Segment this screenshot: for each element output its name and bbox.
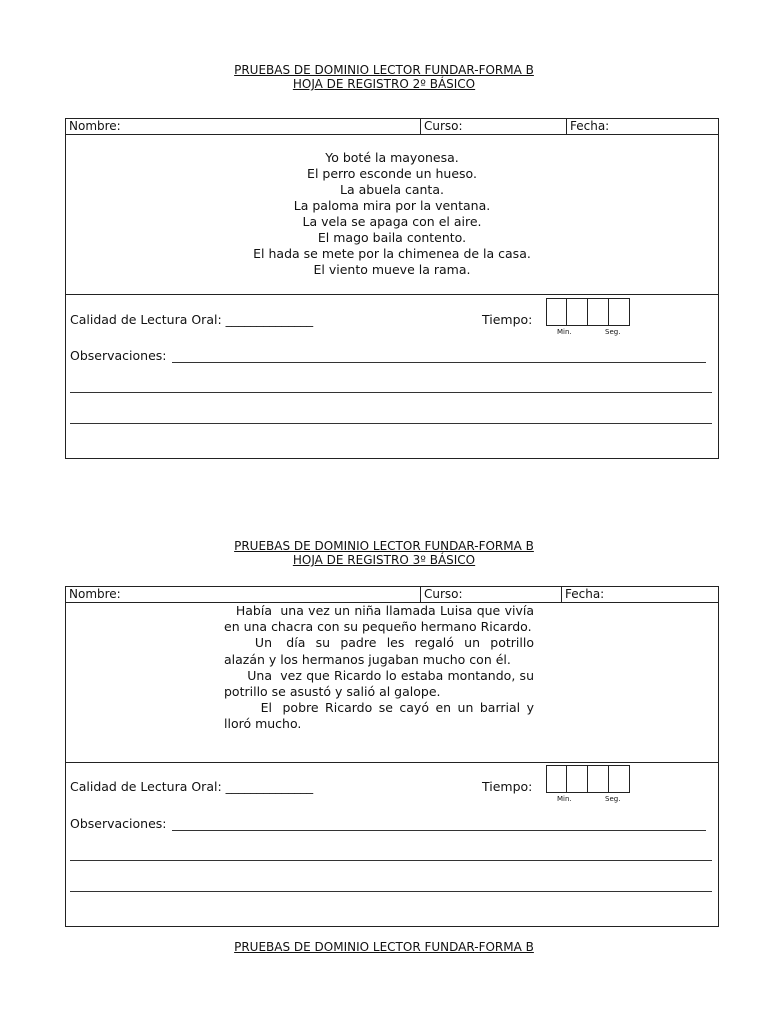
curso-field[interactable]: Curso:: [420, 119, 566, 134]
reading-sentence: El hada se mete por la chimenea de la casa.: [253, 246, 531, 261]
footer-title: [0, 940, 768, 954]
observaciones-label: Observaciones:: [70, 816, 167, 831]
story-paragraph-indent-word: El: [260, 700, 272, 716]
form-b3-header-row: [66, 587, 718, 603]
story-paragraph: [224, 603, 534, 635]
observaciones-line-1[interactable]: [172, 362, 706, 363]
form-b2-title-line1: PRUEBAS DE DOMINIO LECTOR FUNDAR-FORMA B: [234, 63, 534, 77]
seconds-box-2[interactable]: [609, 765, 630, 793]
form-b2-evaluation: [66, 295, 718, 459]
form-b3-title: [0, 539, 768, 567]
reading-sentence: La vela se apaga con el aire.: [302, 214, 482, 229]
fecha-field[interactable]: Fecha:: [566, 119, 718, 134]
story-paragraph-indent-word: Un: [254, 635, 272, 651]
seg-label: Seg.: [605, 795, 621, 803]
observaciones-line-3[interactable]: [70, 423, 712, 424]
story-paragraph-text: día su padre les regaló un potrillo alazán y los hermanos jugaban mucho con él.: [224, 635, 534, 667]
story-paragraph-indent-word: Había: [235, 603, 272, 618]
reading-sentence: La abuela canta.: [340, 182, 444, 197]
story-paragraph: [224, 700, 534, 732]
form-b3-sheet: [65, 586, 719, 927]
form-b3-evaluation: [66, 763, 718, 927]
seconds-box-1[interactable]: [588, 765, 609, 793]
observaciones-line-3[interactable]: [70, 891, 712, 892]
min-label: Min.: [557, 328, 572, 336]
tiempo-label: Tiempo:: [482, 312, 533, 327]
observaciones-line-2[interactable]: [70, 860, 712, 861]
nombre-field[interactable]: Nombre:: [69, 587, 121, 601]
minutes-box-1[interactable]: [546, 765, 567, 793]
reading-sentence: Yo boté la mayonesa.: [325, 150, 459, 165]
reading-sentence: El perro esconde un hueso.: [307, 166, 477, 181]
reading-sentence: La paloma mira por la ventana.: [293, 198, 491, 213]
reading-sentences: [66, 135, 718, 295]
footer-title-line: PRUEBAS DE DOMINIO LECTOR FUNDAR-FORMA B: [234, 940, 534, 954]
story-paragraph-text: vez que Ricardo lo estaba montando, su potrillo se asustó y salió al galope.: [224, 667, 534, 700]
reading-story: [66, 603, 718, 763]
nombre-field[interactable]: Nombre:: [69, 119, 121, 133]
reading-sentence: El mago baila contento.: [317, 230, 467, 245]
story-paragraph: [224, 668, 534, 700]
form-b3-title-line1: PRUEBAS DE DOMINIO LECTOR FUNDAR-FORMA B: [234, 539, 534, 553]
observaciones-line-2[interactable]: [70, 392, 712, 393]
seconds-box-1[interactable]: [588, 298, 609, 326]
observaciones-label: Observaciones:: [70, 348, 167, 363]
seg-label: Seg.: [605, 328, 621, 336]
minutes-box-2[interactable]: [567, 765, 588, 793]
curso-field[interactable]: Curso:: [420, 587, 561, 602]
form-b2-title: [0, 63, 768, 91]
min-label: Min.: [557, 795, 572, 803]
seconds-box-2[interactable]: [609, 298, 630, 326]
minutes-box-1[interactable]: [546, 298, 567, 326]
tiempo-boxes[interactable]: [546, 298, 630, 326]
form-b3-title-line2: HOJA DE REGISTRO 3º BÁSICO: [292, 553, 476, 567]
form-b2-title-line2: HOJA DE REGISTRO 2º BÁSICO: [292, 77, 476, 91]
calidad-lectura-label: Calidad de Lectura Oral: ______________: [70, 779, 314, 794]
tiempo-boxes[interactable]: [546, 765, 630, 793]
story-paragraph-text: pobre Ricardo se cayó en un barrial y lloró mucho.: [224, 700, 534, 732]
calidad-lectura-label: Calidad de Lectura Oral: ______________: [70, 312, 314, 327]
form-b2-sheet: [65, 118, 719, 459]
story-paragraph-text: una vez un niña llamada Luisa que vivía en una chacra con su pequeño hermano Ricardo.: [224, 603, 534, 635]
tiempo-label: Tiempo:: [482, 779, 533, 794]
reading-sentence: El viento mueve la rama.: [313, 262, 471, 277]
minutes-box-2[interactable]: [567, 298, 588, 326]
observaciones-line-1[interactable]: [172, 830, 706, 831]
story-paragraph: [224, 635, 534, 667]
form-b2-header-row: [66, 119, 718, 135]
fecha-field[interactable]: Fecha:: [561, 587, 718, 602]
story-paragraph-indent-word: Una: [247, 667, 272, 683]
